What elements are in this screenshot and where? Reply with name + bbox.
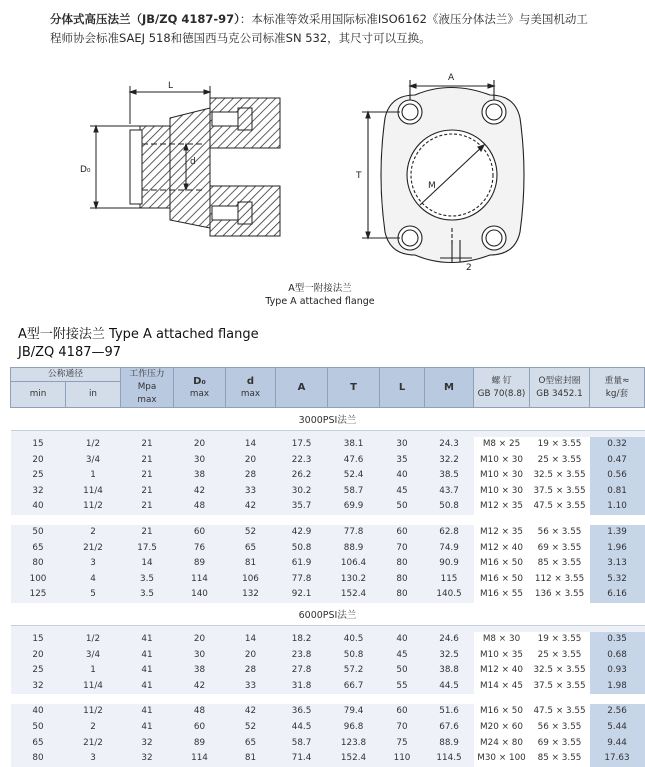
table-cell: 23.8: [276, 648, 328, 664]
header-L: L: [380, 368, 425, 408]
table-cell: 1: [66, 468, 121, 484]
table-cell: 19 × 3.55: [530, 437, 590, 453]
table-cell: 1/2: [66, 437, 121, 453]
table-cell: 80: [380, 556, 425, 572]
header-d0: [174, 368, 226, 408]
table-cell: 3/4: [66, 453, 121, 469]
table-cell: 14: [226, 632, 276, 648]
table-cell: 38.5: [425, 468, 474, 484]
table-cell: 40: [380, 632, 425, 648]
table-cell: 11/4: [66, 484, 121, 500]
table-cell: 11/2: [66, 499, 121, 515]
table-cell: 5: [66, 587, 121, 603]
header-pressure-l2: Mpa: [137, 382, 157, 392]
table-cell: 69 × 3.55: [530, 736, 590, 752]
table-cell: 17.5: [276, 437, 328, 453]
table-cell: 42.9: [276, 525, 328, 541]
table-cell: 85 × 3.55: [530, 556, 590, 572]
table-cell: 152.4: [328, 751, 380, 767]
table-row: [11, 632, 645, 648]
table-cell: 47.6: [328, 453, 380, 469]
table-cell: 28: [226, 663, 276, 679]
table-row: [11, 468, 645, 484]
drawing-caption: [250, 282, 390, 308]
table-group-2: [11, 525, 645, 603]
table-cell: 60: [380, 704, 425, 720]
table-cell: 41: [121, 720, 174, 736]
header-d0-sub: max: [189, 388, 210, 399]
table-cell: 0.56: [590, 468, 645, 484]
table-cell: 56 × 3.55: [530, 720, 590, 736]
header-A: A: [276, 368, 328, 408]
table-cell: 0.32: [590, 437, 645, 453]
table-cell: 125: [11, 587, 66, 603]
table-cell: M10 × 30: [474, 468, 530, 484]
table-cell: 26.2: [276, 468, 328, 484]
table-cell: 60: [174, 525, 226, 541]
header-oring: [530, 368, 590, 408]
table-row: [11, 556, 645, 572]
table-cell: 0.93: [590, 663, 645, 679]
table-cell: 11/4: [66, 679, 121, 695]
table-row: [11, 484, 645, 500]
table-cell: 123.8: [328, 736, 380, 752]
table-cell: M12 × 35: [474, 499, 530, 515]
table-cell: 90.9: [425, 556, 474, 572]
table-cell: M16 × 55: [474, 587, 530, 603]
header-oring-std: GB 3452.1: [536, 388, 583, 399]
table-cell: 38: [174, 468, 226, 484]
table-cell: 41: [121, 679, 174, 695]
table-cell: 20: [226, 648, 276, 664]
table-cell: 38.1: [328, 437, 380, 453]
intro-title: 分体式高压法兰（JB/ZQ 4187-97）: [50, 12, 240, 26]
table-cell: 77.8: [276, 572, 328, 588]
table-cell: M12 × 40: [474, 663, 530, 679]
table-cell: 36.5: [276, 704, 328, 720]
table-cell: 40: [380, 468, 425, 484]
table-cell: M10 × 30: [474, 484, 530, 500]
flange-drawing: [0, 58, 600, 283]
table-cell: 92.1: [276, 587, 328, 603]
table-cell: 40: [11, 499, 66, 515]
table-cell: M16 × 50: [474, 572, 530, 588]
label-L: L: [168, 81, 174, 91]
table-cell: 67.6: [425, 720, 474, 736]
table-cell: 89: [174, 556, 226, 572]
table-cell: 56 × 3.55: [530, 525, 590, 541]
table-cell: 1.96: [590, 541, 645, 557]
header-pressure-l1: 工作压力: [129, 369, 165, 379]
front-view: [362, 80, 524, 263]
table-cell: 71.4: [276, 751, 328, 767]
table-cell: 38.8: [425, 663, 474, 679]
table-row: [11, 736, 645, 752]
table-cell: 1.39: [590, 525, 645, 541]
table-cell: 30: [174, 648, 226, 664]
table-cell: M24 × 80: [474, 736, 530, 752]
table-cell: 20: [174, 632, 226, 648]
table-cell: 19 × 3.55: [530, 632, 590, 648]
table-cell: M14 × 45: [474, 679, 530, 695]
table-cell: 20: [11, 648, 66, 664]
table-cell: 112 × 3.55: [530, 572, 590, 588]
header-d-label: d: [246, 375, 255, 387]
table-cell: 70: [380, 720, 425, 736]
label-d: d: [190, 157, 196, 167]
table-cell: 52: [226, 720, 276, 736]
table-header: [11, 368, 645, 408]
table-cell: 0.35: [590, 632, 645, 648]
table-cell: 47.5 × 3.55: [530, 704, 590, 720]
heading-line1: A型一附接法兰 Type A attached flange: [18, 327, 259, 342]
table-cell: 32.5: [425, 648, 474, 664]
table-cell: 3: [66, 751, 121, 767]
table-cell: 32: [121, 751, 174, 767]
header-min: min: [11, 382, 66, 408]
table-cell: 14: [121, 556, 174, 572]
table-cell: 89: [174, 736, 226, 752]
table-cell: 32.5 × 3.55: [530, 468, 590, 484]
table-cell: 41: [121, 632, 174, 648]
table-cell: 50.8: [276, 541, 328, 557]
table-row: [11, 525, 645, 541]
table-cell: 38: [174, 663, 226, 679]
table-row: [11, 648, 645, 664]
table-cell: 21: [121, 525, 174, 541]
table-row: [11, 453, 645, 469]
table-cell: 1: [66, 663, 121, 679]
table-cell: 25: [11, 468, 66, 484]
table-cell: 24.3: [425, 437, 474, 453]
spec-table: [10, 367, 645, 767]
table-cell: 80: [380, 572, 425, 588]
table-cell: 5.44: [590, 720, 645, 736]
table-cell: 52.4: [328, 468, 380, 484]
table-cell: 140: [174, 587, 226, 603]
table-cell: 48: [174, 704, 226, 720]
table-cell: 1.98: [590, 679, 645, 695]
table-cell: 58.7: [276, 736, 328, 752]
table-cell: 20: [11, 453, 66, 469]
table-cell: 30: [174, 453, 226, 469]
table-cell: 88.9: [328, 541, 380, 557]
heading-line2: JB/ZQ 4187—97: [18, 345, 122, 360]
table-cell: 43.7: [425, 484, 474, 500]
table-cell: 50.8: [425, 499, 474, 515]
table-cell: 33: [226, 679, 276, 695]
table-cell: 65: [226, 736, 276, 752]
table-cell: 11/2: [66, 704, 121, 720]
table-cell: 69 × 3.55: [530, 541, 590, 557]
table-cell: 65: [226, 541, 276, 557]
table-cell: 58.7: [328, 484, 380, 500]
table-cell: 2.56: [590, 704, 645, 720]
table-cell: 18.2: [276, 632, 328, 648]
table-body: [11, 408, 645, 438]
table-cell: 1.10: [590, 499, 645, 515]
table-cell: 15: [11, 437, 66, 453]
table-cell: 5.32: [590, 572, 645, 588]
table-cell: 22.3: [276, 453, 328, 469]
table-cell: 4: [66, 572, 121, 588]
section-6000psi: 6000PSI法兰: [11, 603, 645, 626]
table-cell: 32.2: [425, 453, 474, 469]
table-cell: 50: [380, 663, 425, 679]
table-cell: 80: [380, 587, 425, 603]
table-cell: 76: [174, 541, 226, 557]
table-cell: 60: [174, 720, 226, 736]
table-cell: 41: [121, 663, 174, 679]
table-cell: 2: [66, 525, 121, 541]
table-cell: 33: [226, 484, 276, 500]
table-cell: M12 × 40: [474, 541, 530, 557]
header-pressure-l3: max: [137, 395, 157, 405]
header-pressure: [121, 368, 174, 408]
table-cell: M20 × 60: [474, 720, 530, 736]
table-cell: 30: [380, 437, 425, 453]
intro-text: ：本标准等效采用国际标准ISO6162《液压分体法兰》与美国机动工程师协会标准SAEJ 518和德国西马克公司标准SN 532，其尺寸可以互换。: [50, 12, 588, 45]
header-d-sub: max: [240, 388, 261, 399]
table-cell: 35.7: [276, 499, 328, 515]
table-cell: 60: [380, 525, 425, 541]
table-cell: 55: [380, 679, 425, 695]
table-cell: 21/2: [66, 736, 121, 752]
table-row: [11, 437, 645, 453]
table-cell: 42: [174, 484, 226, 500]
table-row: [11, 499, 645, 515]
table-cell: 106.4: [328, 556, 380, 572]
table-cell: 32: [11, 679, 66, 695]
label-M: M: [428, 181, 436, 191]
table-cell: 77.8: [328, 525, 380, 541]
table-cell: 136 × 3.55: [530, 587, 590, 603]
table-cell: 14: [226, 437, 276, 453]
table-cell: 17.63: [590, 751, 645, 767]
table-cell: 130.2: [328, 572, 380, 588]
table-cell: 30.2: [276, 484, 328, 500]
table-cell: 50.8: [328, 648, 380, 664]
table-cell: 3.5: [121, 572, 174, 588]
table-cell: 80: [11, 556, 66, 572]
table-cell: 152.4: [328, 587, 380, 603]
table-cell: 75: [380, 736, 425, 752]
table-cell: 81: [226, 751, 276, 767]
table-cell: M30 × 100: [474, 751, 530, 767]
table-cell: 45: [380, 484, 425, 500]
table-cell: 85 × 3.55: [530, 751, 590, 767]
table-cell: 62.8: [425, 525, 474, 541]
table-cell: 48: [174, 499, 226, 515]
header-d: [226, 368, 276, 408]
table-cell: 114: [174, 751, 226, 767]
table-cell: 65: [11, 736, 66, 752]
table-cell: 32.5 × 3.55: [530, 663, 590, 679]
caption-cn: A型一附接法兰: [288, 283, 352, 294]
table-cell: 25: [11, 663, 66, 679]
table-cell: 57.2: [328, 663, 380, 679]
header-d0-label: D₀: [193, 375, 206, 387]
table-cell: 3/4: [66, 648, 121, 664]
table-cell: 17.5: [121, 541, 174, 557]
table-cell: 35: [380, 453, 425, 469]
table-cell: 28: [226, 468, 276, 484]
table-row: [11, 663, 645, 679]
table-cell: 21: [121, 484, 174, 500]
label-2: 2: [466, 263, 472, 273]
table-cell: 9.44: [590, 736, 645, 752]
table-cell: 132: [226, 587, 276, 603]
table-cell: 20: [226, 453, 276, 469]
table-cell: 0.81: [590, 484, 645, 500]
header-bolt: [474, 368, 530, 408]
table-cell: 41: [121, 648, 174, 664]
table-cell: M8 × 25: [474, 437, 530, 453]
table-row: [11, 751, 645, 767]
caption-en: Type A attached flange: [265, 296, 375, 307]
table-cell: 3.13: [590, 556, 645, 572]
label-A: A: [448, 73, 455, 83]
table-cell: 0.68: [590, 648, 645, 664]
table-row: [11, 679, 645, 695]
table-cell: 50: [11, 720, 66, 736]
table-cell: 1/2: [66, 632, 121, 648]
header-in: in: [66, 382, 121, 408]
table-row: [11, 572, 645, 588]
section-heading: [18, 326, 259, 362]
table-cell: 65: [11, 541, 66, 557]
table-cell: 21: [121, 437, 174, 453]
table-cell: 80: [11, 751, 66, 767]
table-cell: 140.5: [425, 587, 474, 603]
table-cell: 50: [11, 525, 66, 541]
table-cell: 37.5 × 3.55: [530, 484, 590, 500]
table-cell: 96.8: [328, 720, 380, 736]
table-row: [11, 541, 645, 557]
table-cell: 15: [11, 632, 66, 648]
table-cell: M16 × 50: [474, 556, 530, 572]
table-cell: 21/2: [66, 541, 121, 557]
table-group-1: [11, 437, 645, 515]
table-cell: 24.6: [425, 632, 474, 648]
table-cell: 44.5: [276, 720, 328, 736]
table-cell: 42: [226, 499, 276, 515]
table-cell: 114: [174, 572, 226, 588]
header-T: T: [328, 368, 380, 408]
table-cell: 2: [66, 720, 121, 736]
table-cell: 42: [226, 704, 276, 720]
side-view: [90, 86, 280, 236]
label-D0: D₀: [80, 165, 91, 175]
header-nominal: 公称通径: [11, 368, 121, 382]
table-cell: 0.47: [590, 453, 645, 469]
table-cell: 50: [380, 499, 425, 515]
header-weight: [590, 368, 645, 408]
table-cell: M8 × 30: [474, 632, 530, 648]
table-cell: 47.5 × 3.55: [530, 499, 590, 515]
table-cell: 51.6: [425, 704, 474, 720]
table-cell: 32: [121, 736, 174, 752]
table-cell: 21: [121, 468, 174, 484]
table-cell: 21: [121, 453, 174, 469]
table-cell: M10 × 35: [474, 648, 530, 664]
table-row: [11, 720, 645, 736]
label-T: T: [356, 171, 362, 181]
table-cell: 40: [11, 704, 66, 720]
table-cell: 45: [380, 648, 425, 664]
table-cell: 106: [226, 572, 276, 588]
header-weight-label: 重量≈: [604, 375, 630, 386]
table-cell: 41: [121, 704, 174, 720]
table-row: [11, 587, 645, 603]
table-group-3: [11, 632, 645, 694]
table-cell: 21: [121, 499, 174, 515]
table-cell: 37.5 × 3.55: [530, 679, 590, 695]
table-cell: 20: [174, 437, 226, 453]
table-cell: 31.8: [276, 679, 328, 695]
header-bolt-std: GB 70(8.8): [477, 388, 526, 399]
table-cell: 88.9: [425, 736, 474, 752]
table-cell: 74.9: [425, 541, 474, 557]
table-cell: 42: [174, 679, 226, 695]
table-cell: 79.4: [328, 704, 380, 720]
table-group-4: [11, 704, 645, 766]
table-cell: 3.5: [121, 587, 174, 603]
header-oring-label: O型密封圈: [538, 375, 581, 386]
table-cell: 100: [11, 572, 66, 588]
header-weight-unit: kg/套: [605, 388, 629, 399]
table-cell: 61.9: [276, 556, 328, 572]
table-row: [11, 704, 645, 720]
table-cell: 69.9: [328, 499, 380, 515]
table-cell: 70: [380, 541, 425, 557]
table-cell: M10 × 30: [474, 453, 530, 469]
table-cell: 114.5: [425, 751, 474, 767]
header-M: M: [425, 368, 474, 408]
section-3000psi: 3000PSI法兰: [11, 408, 645, 431]
table-cell: 110: [380, 751, 425, 767]
table-cell: 27.8: [276, 663, 328, 679]
table-cell: 40.5: [328, 632, 380, 648]
intro-paragraph: [50, 10, 590, 48]
table-cell: 66.7: [328, 679, 380, 695]
table-cell: 25 × 3.55: [530, 648, 590, 664]
table-cell: 115: [425, 572, 474, 588]
table-cell: 44.5: [425, 679, 474, 695]
table-cell: 3: [66, 556, 121, 572]
table-cell: 25 × 3.55: [530, 453, 590, 469]
table-cell: M12 × 35: [474, 525, 530, 541]
table-cell: 52: [226, 525, 276, 541]
table-cell: 32: [11, 484, 66, 500]
table-cell: 81: [226, 556, 276, 572]
table-cell: M16 × 50: [474, 704, 530, 720]
table-cell: 6.16: [590, 587, 645, 603]
header-bolt-label: 螺 钉: [491, 375, 512, 386]
